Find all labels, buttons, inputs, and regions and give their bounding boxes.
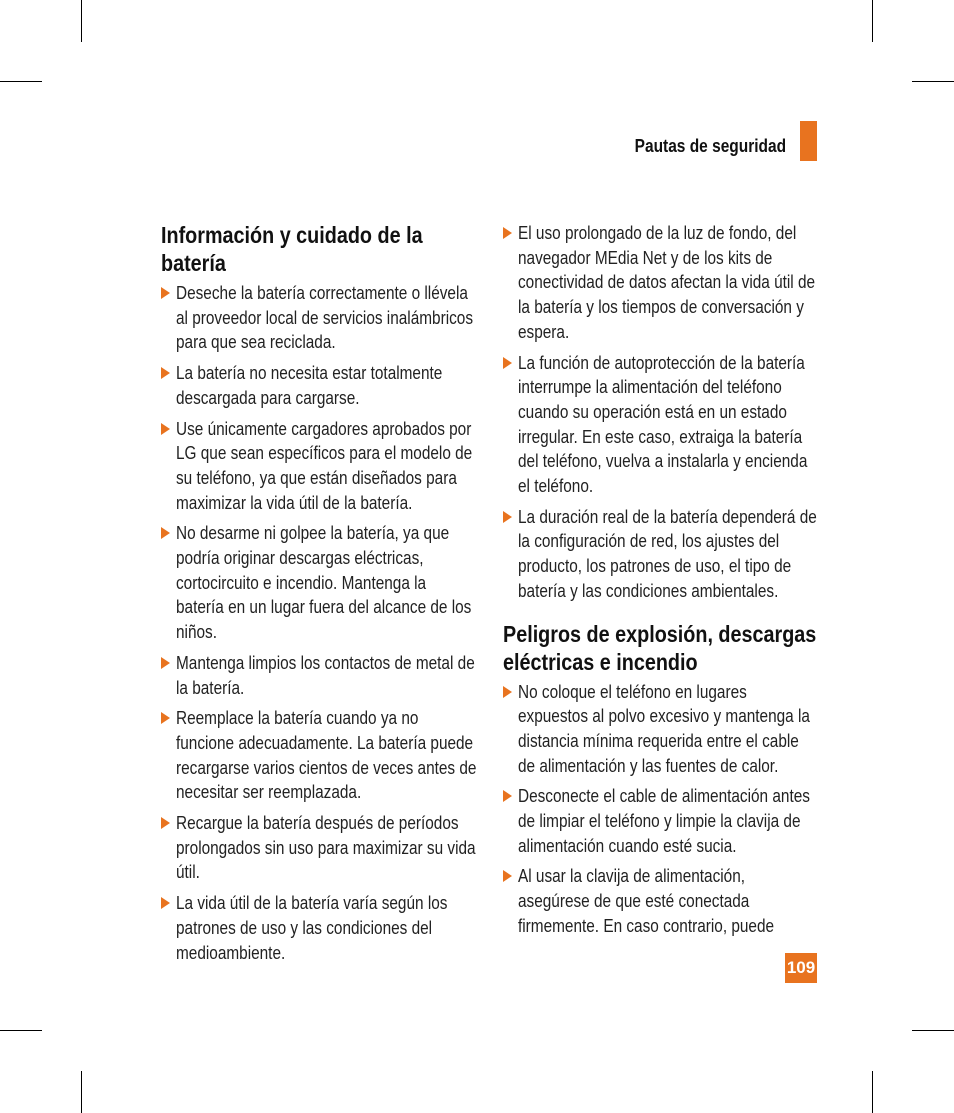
- bullet-icon: [503, 227, 512, 239]
- list-item-text: La duración real de la batería dependerá de la configuración de red, los ajustes del producto, los patrones de uso, el tipo de batería y las condiciones ambientales.: [518, 505, 817, 601]
- list-item: [503, 784, 819, 858]
- bullet-icon: [161, 657, 170, 669]
- list-item: [161, 521, 479, 645]
- list-item: [161, 811, 479, 885]
- crop-mark: [872, 1071, 873, 1113]
- crop-mark: [81, 1071, 82, 1113]
- section-tab-marker: [800, 121, 817, 161]
- bullet-icon: [161, 712, 170, 724]
- list-item-text: Use únicamente cargadores aprobados por LG que sean específicos para el modelo de su teléfono, ya que están diseñados para maximizar la vida útil de la batería.: [176, 417, 473, 513]
- list-item-text: Reemplace la batería cuando ya no funcione adecuadamente. La batería puede recargarse varios cientos de veces antes de necesitar ser reemplazada.: [176, 707, 477, 803]
- crop-mark: [0, 81, 42, 82]
- list-item-text: Al usar la clavija de alimentación, asegúrese de que esté conectada firmemente. En caso contrario, puede: [518, 865, 775, 936]
- bullet-icon: [161, 287, 170, 299]
- list-item: [503, 505, 819, 604]
- list-item-text: El uso prolongado de la luz de fondo, del navegador MEdia Net y de los kits de conectividad de datos afectan la vida útil de la batería y los tiempos de conversación y espera.: [518, 222, 816, 342]
- list-item-text: No coloque el teléfono en lugares expuestos al polvo excesivo y mantenga la distancia mínima requerida entre el cable de alimentación y las fuentes de calor.: [518, 680, 810, 776]
- left-column: [161, 221, 479, 971]
- list-item: [503, 221, 819, 345]
- battery-care-heading: Información y cuidado de la batería: [161, 222, 423, 276]
- list-item-text: Deseche la batería correctamente o llévela al proveedor local de servicios inalámbricos para que sea reciclada.: [176, 282, 474, 353]
- list-item: [503, 864, 819, 938]
- list-item: [161, 706, 479, 805]
- list-item: [161, 417, 479, 516]
- list-item-text: Desconecte el cable de alimentación antes de limpiar el teléfono y limpie la clavija de alimentación cuando esté sucia.: [518, 785, 810, 856]
- bullet-icon: [503, 686, 512, 698]
- list-item-text: Mantenga limpios los contactos de metal de la batería.: [176, 651, 475, 698]
- right-column: [503, 221, 819, 945]
- list-item: [161, 361, 479, 410]
- bullet-icon: [503, 790, 512, 802]
- list-item: [161, 891, 479, 965]
- list-item-text: La vida útil de la batería varía según los patrones de uso y las condiciones del medioambiente.: [176, 892, 448, 963]
- bullet-icon: [503, 511, 512, 523]
- explosion-hazards-heading: Peligros de explosión, descargas eléctricas e incendio: [503, 620, 817, 675]
- crop-mark: [872, 0, 873, 42]
- list-item: [503, 680, 819, 779]
- bullet-icon: [161, 817, 170, 829]
- bullet-icon: [161, 367, 170, 379]
- list-item: [503, 351, 819, 499]
- list-item: [161, 281, 479, 355]
- crop-mark: [81, 0, 82, 42]
- crop-mark: [912, 1030, 954, 1031]
- list-item-text: La batería no necesita estar totalmente descargada para cargarse.: [176, 362, 443, 408]
- list-item-text: Recargue la batería después de períodos prolongados sin uso para maximizar su vida útil.: [176, 812, 476, 883]
- bullet-icon: [503, 357, 512, 369]
- bullet-icon: [161, 527, 170, 539]
- bullet-icon: [503, 870, 512, 882]
- crop-mark: [0, 1030, 42, 1031]
- list-item-text: La función de autoprotección de la batería interrumpe la alimentación del teléfono cuando su operación está en un estado irregular. En este caso, extraiga la batería del teléfono, vuelva a instalarla y encienda el teléfono.: [518, 351, 808, 497]
- list-item-text: No desarme ni golpee la batería, ya que podría originar descargas eléctricas, cortocircuito e incendio. Mantenga la batería en un lugar fuera del alcance de los niños.: [176, 522, 472, 643]
- page-number: 109: [785, 953, 817, 983]
- list-item: [161, 651, 479, 700]
- crop-mark: [912, 81, 954, 82]
- section-title: Pautas de seguridad: [634, 136, 786, 156]
- bullet-icon: [161, 423, 170, 435]
- bullet-icon: [161, 897, 170, 909]
